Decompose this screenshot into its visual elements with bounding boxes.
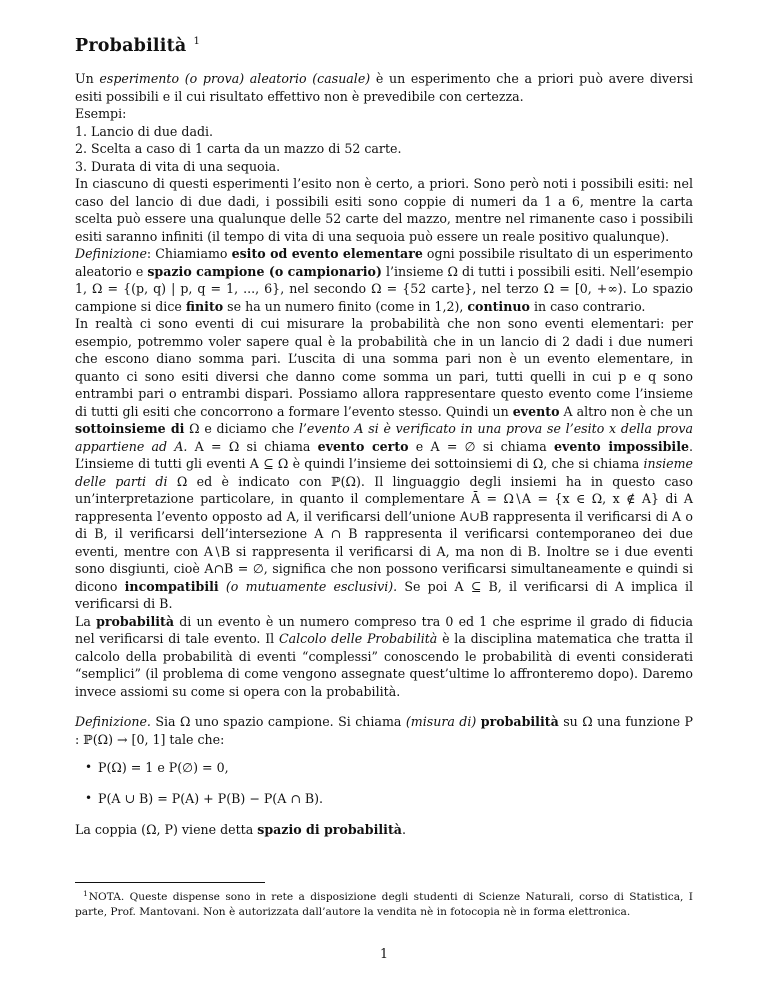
text-run: e A = ∅ si chiama: [408, 438, 554, 454]
term-finito: finito: [185, 298, 224, 314]
term-incompatibili: incompatibili: [124, 578, 219, 594]
text-run: se ha un numero finito (come in 1,2),: [223, 298, 468, 314]
text-run: .: [401, 822, 406, 837]
term-mutuamente-esclusivi: (o mutuamente esclusivi).: [218, 578, 398, 594]
term-calcolo-probabilita: Calcolo delle Probabilità: [278, 631, 438, 646]
title-footnote-mark: 1: [193, 36, 200, 47]
body-text: [75, 70, 693, 839]
term-evento-impossibile: evento impossibile: [553, 438, 689, 454]
term-probabilita: probabilità: [96, 613, 175, 629]
event-occurrence-statement: l’evento A si è verificato in una prova se l’esito x della prova appartiene ad A.: [75, 421, 693, 454]
footnote-text: NOTA. Queste dispense sono in rete a disposizione degli studenti di Scienze Naturali, corso di Statistica, I parte, Prof. Mantovani. Non è autorizzata dall’autore la vendita nè in fotocopia nè in forma elettronica.: [75, 891, 693, 918]
page-content: [75, 36, 693, 839]
term-misura-di: (misura di): [405, 714, 477, 729]
definition-sample-space: [75, 245, 693, 315]
page-title: [75, 36, 693, 56]
definition-label: Definizione: [75, 246, 147, 261]
outcomes-paragraph: In ciascuno di questi esperimenti l’esito non è certo, a priori. Sono però noti i possibili esiti: nel caso del lancio di due dadi, i possibili esiti sono coppie di numeri da 1 a 6, mentre la carta scelta può essere una qualunque delle 52 carte del mazzo, mentre nel rimanente caso i possibili esiti saranno infiniti (il tempo di vita di una sequoia può essere un reale positivo qualunque).: [75, 176, 693, 244]
text-run: : Chiamiamo: [146, 246, 232, 261]
term-evento: evento: [512, 403, 560, 419]
term-esperimento: esperimento (o prova) aleatorio (casuale): [99, 71, 371, 86]
text-run: La: [75, 613, 97, 629]
text-run: Ω ed è indicato con ℙ(Ω). Il linguaggio degli insiemi ha in questo caso un’interpretazione particolare, in quanto il complementare Ā = Ω∖A = {x ∈ Ω, x ∉ A} di A rappresenta l’evento opposto ad A, il verificarsi dell’unione A∪B rappresenta il verificarsi di A o di B, il verificarsi dell’intersezione A ∩ B rappresenta il verificarsi contemporaneo dei due eventi, mentre con A∖B si rappresenta il verificarsi di A, ma non di B. Inoltre se i due eventi sono disgiunti, cioè A∩B = ∅, significa che non possono verificarsi simultaneamente e quindi si dicono: [75, 473, 693, 594]
text-run: A altro non è che un: [559, 403, 693, 419]
text-run: Un: [75, 71, 100, 86]
term-probabilita: probabilità: [480, 714, 559, 729]
term-evento-elementare: esito od evento elementare: [231, 246, 423, 261]
term-evento-certo: evento certo: [317, 438, 409, 454]
term-spazio-campione: spazio campione (o campionario): [147, 263, 382, 279]
title-text: Probabilità: [75, 36, 187, 56]
text-run: In realtà ci sono eventi di cui misurare la probabilità che non sono eventi elementari: per esempio, potremmo voler sapere qual è la probabilità che in un lancio di 2 dadi i due numeri che escono diano somma pari. L’uscita di una somma pari non è un evento elementare, in quanto ci sono esiti diversi che danno come somma un pari, tutti quelli in cui p e q sono entrambi pari o entrambi dispari. Possiamo allora rappresentare questo evento come l’insieme di tutti gli esiti che concorrono a formare l’evento stesso. Quindi un: [75, 316, 693, 419]
definition-probability: [75, 713, 693, 748]
axiom-list: [75, 759, 693, 807]
text-run: di un evento è un numero compreso tra 0 ed 1 che esprime il grado di fiducia nel verificarsi di tale evento. Il: [75, 613, 693, 646]
axiom-item: • P(A ∪ B) = P(A) + P(B) − P(A ∩ B).: [75, 790, 693, 807]
footnote-mark: 1: [83, 889, 88, 898]
term-continuo: continuo: [467, 298, 530, 314]
text-run: è la disciplina matematica che tratta il calcolo della probabilità di eventi “complessi” conoscendo le probabilità di eventi considerati “semplici” (il problema di come vengono assegnate quest’ultime lo affronteremo dopo). Daremo invece assiomi su come si opera con la probabilità.: [75, 631, 694, 699]
definition-label: Definizione.: [75, 714, 151, 729]
axiom-item: • P(Ω) = 1 e P(∅) = 0,: [75, 759, 693, 776]
probability-paragraph: [75, 613, 693, 701]
probability-space-sentence: [75, 821, 693, 839]
page-number: 1: [379, 946, 388, 961]
text-run: è un esperimento che a priori può avere diversi esiti possibili e il cui risultato effettivo non è prevedibile con certezza.: [75, 71, 693, 104]
text-run: A = Ω si chiama: [187, 438, 318, 454]
term-spazio-di-probabilita: spazio di probabilità: [257, 822, 402, 837]
text-run: Sia Ω uno spazio campione. Si chiama: [150, 714, 406, 729]
events-paragraph: [75, 315, 693, 613]
text-run: su Ω una funzione P : ℙ(Ω) → [0, 1] tale che:: [75, 714, 693, 747]
example-1: 1. Lancio di due dadi.: [75, 123, 214, 139]
example-2: 2. Scelta a caso di 1 carta da un mazzo di 52 carte.: [75, 141, 402, 156]
footnote-divider: [75, 882, 265, 883]
example-3: 3. Durata di vita di una sequoia.: [75, 158, 281, 174]
examples-label: Esempi:: [75, 106, 127, 121]
text-run: ogni possibile risultato di un esperimento aleatorio e: [75, 246, 693, 279]
intro-paragraph: [75, 70, 693, 105]
footnote: [75, 887, 693, 919]
text-run: Ω e diciamo che: [184, 421, 299, 436]
text-run: . L’insieme di tutti gli eventi A ⊆ Ω è quindi l’insieme dei sottoinsiemi di Ω, che si chiama: [75, 438, 694, 471]
term-insieme-delle-parti: insieme delle parti di: [75, 456, 693, 489]
text-run: Se poi A ⊆ B, il verificarsi di A implica il verificarsi di B.: [75, 578, 694, 611]
text-run: La coppia (Ω, P) viene detta: [75, 822, 258, 837]
term-sottoinsieme: sottoinsieme di: [75, 421, 185, 436]
text-run: in caso contrario.: [529, 298, 646, 314]
text-run: l’insieme Ω di tutti i possibili esiti. Nell’esempio 1, Ω = {(p, q) | p, q = 1, ..., 6}, nel secondo Ω = {52 carte}, nel terzo Ω = [0, +∞). Lo spazio campione si dice: [75, 263, 693, 314]
